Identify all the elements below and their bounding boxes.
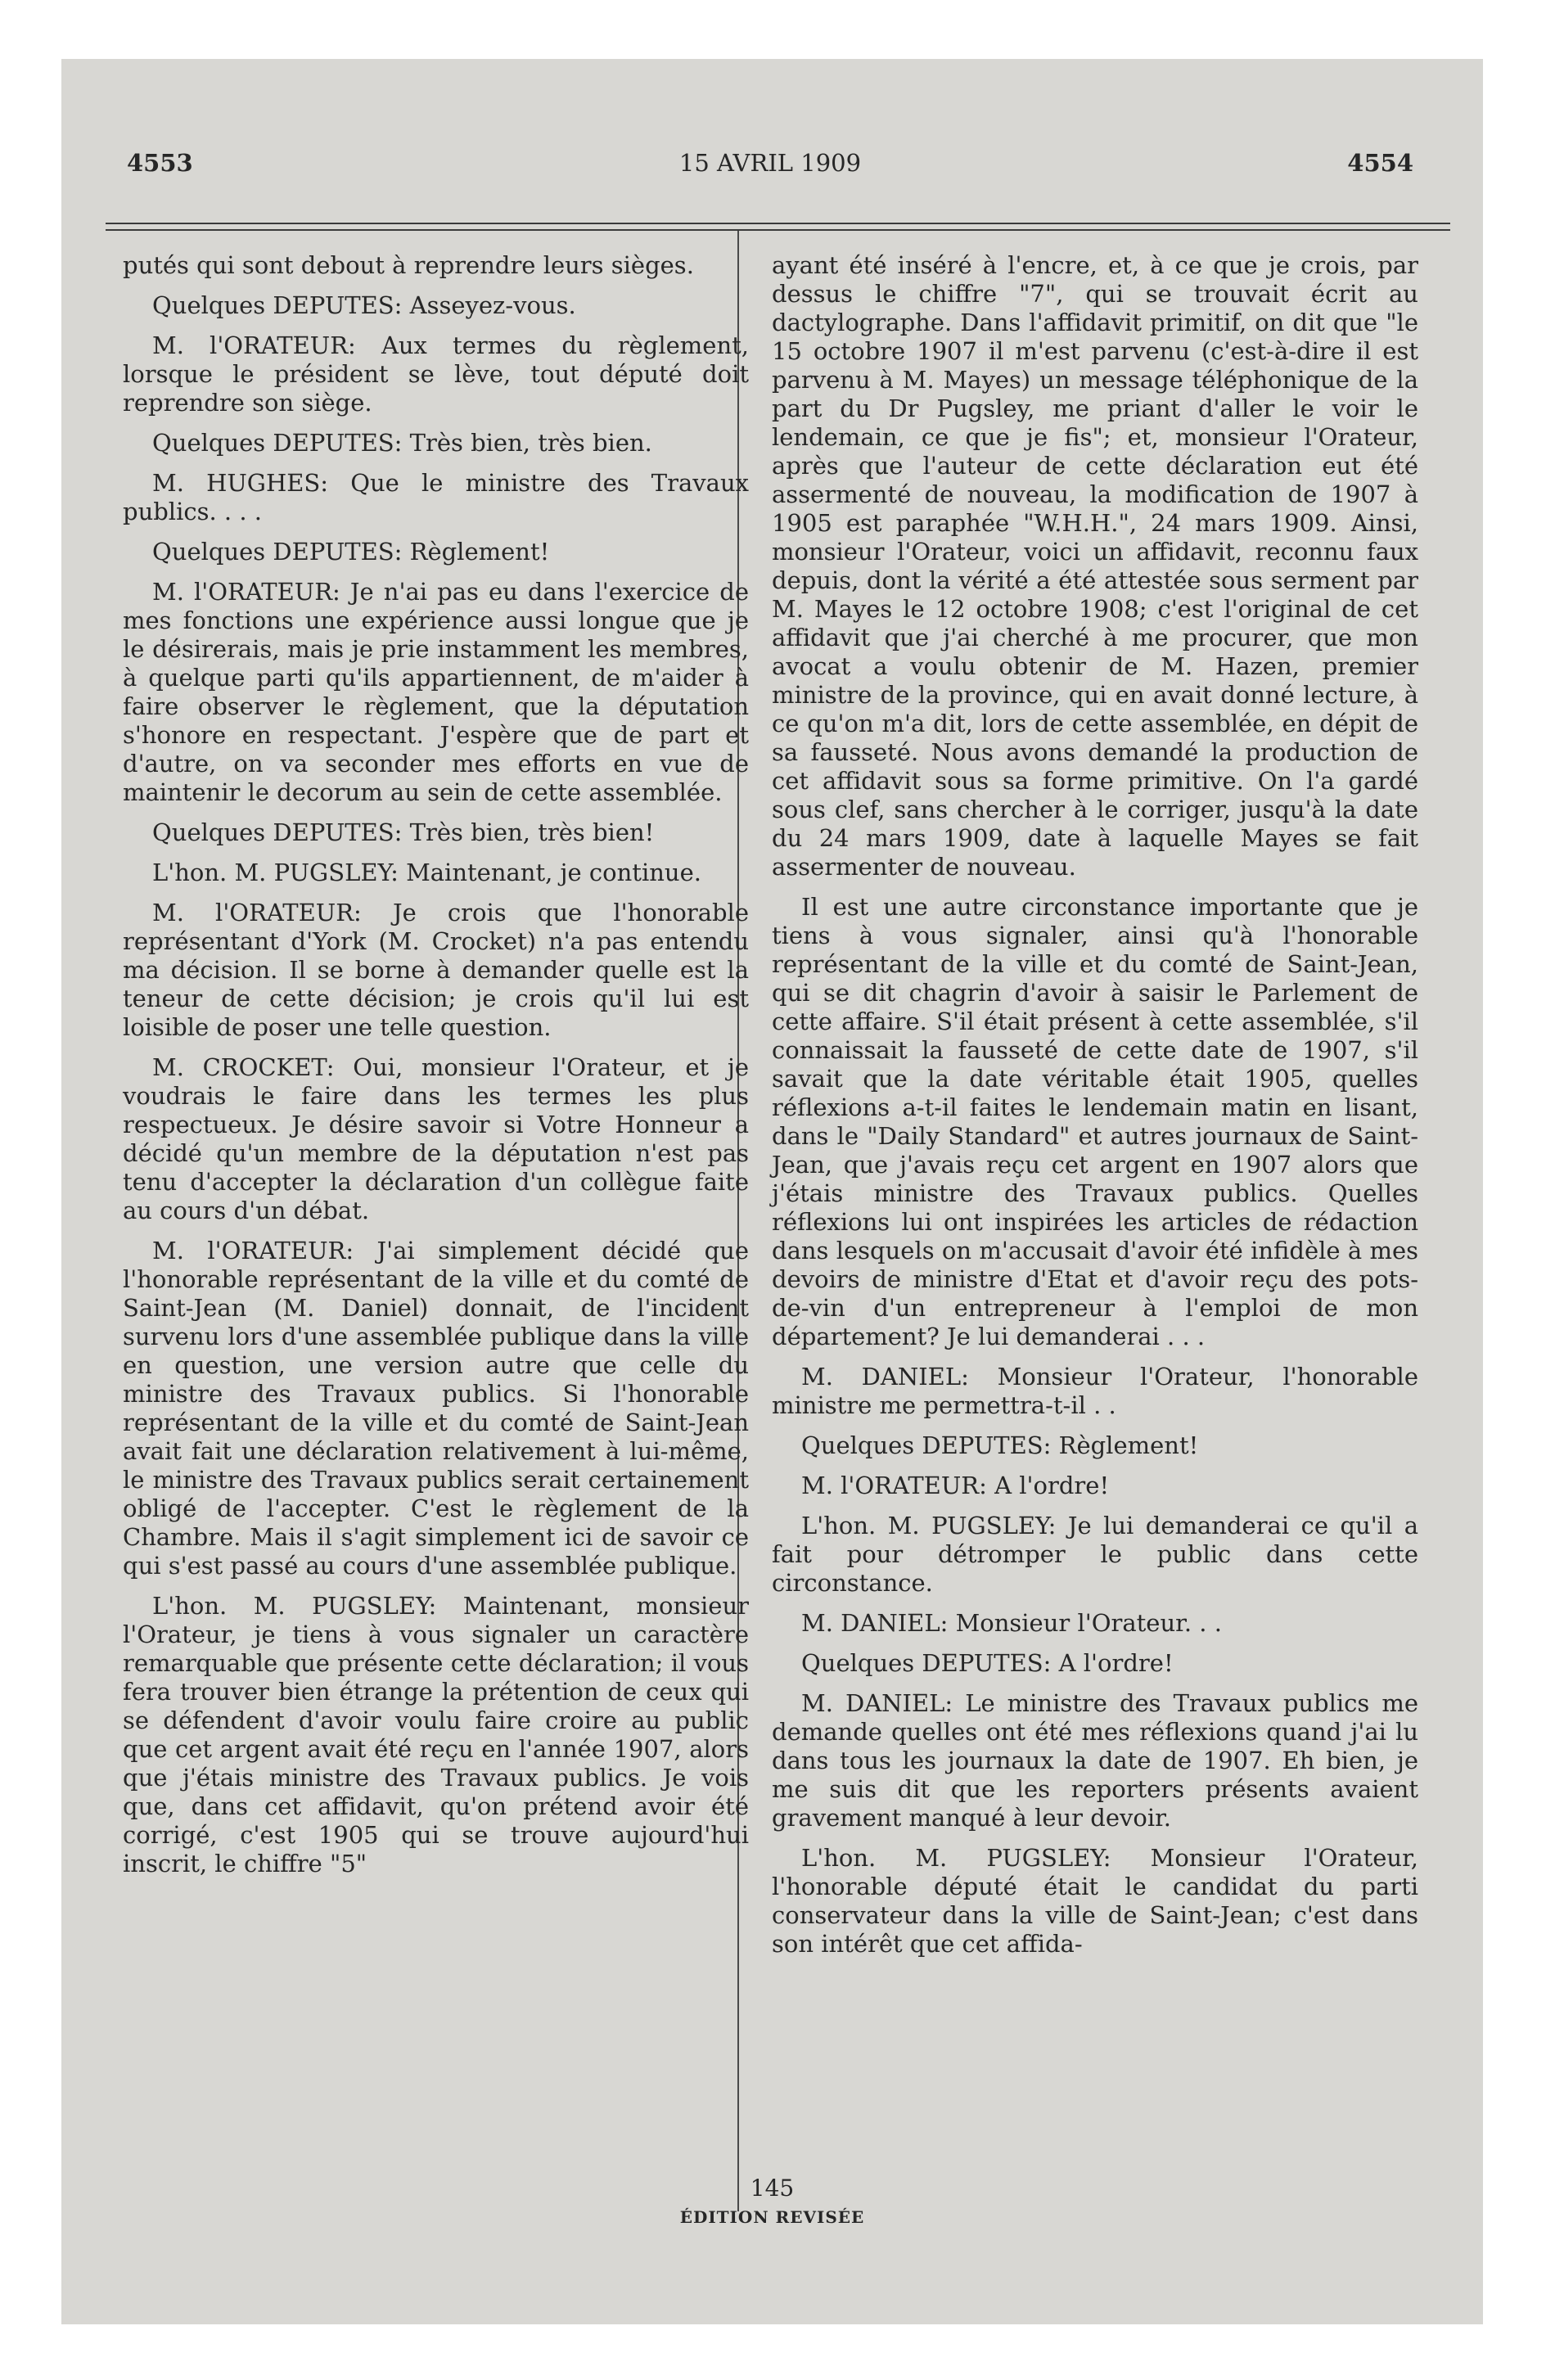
paragraph: L'hon. M. PUGSLEY: Je lui demanderai ce qu'il a fait pour détromper le public dans cette circonstance. [772, 1512, 1418, 1597]
page-number-right: 4554 [1347, 149, 1413, 177]
paragraph: Quelques DEPUTES: A l'ordre! [801, 1649, 1174, 1677]
paragraph: Quelques DEPUTES: Très bien, très bien. [152, 429, 652, 457]
page-header [127, 149, 1413, 190]
footer-page-number: 145 [750, 2175, 795, 2202]
right-column [772, 251, 1418, 1970]
paragraph: Il est une autre circonstance importante que je tiens à vous signaler, ainsi qu'à l'honorable représentant de la ville et du comté de Saint-Jean, qui se dit chagrin d'avoir à saisir le Parlement de cette affaire. S'il était présent à cette assemblée, s'il connaissait la fausseté de cette date de 1907, s'il savait que la date véritable était 1905, quelles réflexions a-t-il faites le lendemain matin en lisant, dans le "Daily Standard" et autres journaux de Saint-Jean, que j'avais reçu cet argent en 1907 alors que j'étais ministre des Travaux publics. Quelles réflexions lui ont inspirées les articles de rédaction dans lesquels on m'accusait d'avoir été infidèle à mes devoirs de ministre d'Etat et d'avoir reçu des pots-de-vin d'un entrepreneur à l'emploi de mon département? Je lui demanderai . . . [772, 893, 1418, 1350]
paragraph: M. CROCKET: Oui, monsieur l'Orateur, et je voudrais le faire dans les termes les plus respectueux. Je désire savoir si Votre Honneur a décidé qu'un membre de la députation n'est pas tenu d'accepter la déclaration d'un collègue faite au cours d'un débat. [123, 1053, 749, 1224]
scanned-page [61, 59, 1483, 2324]
paragraph: Quelques DEPUTES: Asseyez-vous. [152, 291, 576, 319]
paragraph: L'hon. M. PUGSLEY: Maintenant, monsieur l'Orateur, je tiens à vous signaler un caractère remarquable que présente cette déclaration; il vous fera trouver bien étrange la prétention de ceux qui se défendent d'avoir voulu faire croire au public que cet argent avait été reçu en l'année 1907, alors que j'étais ministre des Travaux publics. Je vois que, dans cet affidavit, qu'on prétend avoir été corrigé, c'est 1905 qui se trouve aujourd'hui inscrit, le chiffre "5" [123, 1592, 749, 1877]
paragraph: M. l'ORATEUR: A l'ordre! [801, 1472, 1110, 1499]
paragraph: L'hon. M. PUGSLEY: Monsieur l'Orateur, l'honorable député était le candidat du parti conservateur dans la ville de Saint-Jean; c'est dans son intérêt que cet affida- [772, 1844, 1418, 1958]
header-rule [106, 223, 1450, 231]
paragraph: Quelques DEPUTES: Règlement! [152, 538, 550, 566]
paragraph: Quelques DEPUTES: Règlement! [801, 1431, 1199, 1459]
footer-edition: ÉDITION REVISÉE [679, 2207, 865, 2227]
paragraph: M. HUGHES: Que le ministre des Travaux publics. . . . [123, 469, 749, 525]
header-date: 15 AVRIL 1909 [678, 149, 862, 177]
paragraph: M. DANIEL: Le ministre des Travaux publics me demande quelles ont été mes réflexions quand j'ai lu dans tous les journaux la date de 1907. Eh bien, je me suis dit que les reporters présents avaient gravement manqué à leur devoir. [772, 1689, 1418, 1832]
paragraph: ayant été inséré à l'encre, et, à ce que je crois, par dessus le chiffre "7", qui se trouvait écrit au dactylographe. Dans l'affidavit primitif, on dit que "le 15 octobre 1907 il m'est parvenu (c'est-à-dire il est parvenu à M. Mayes) un message téléphonique de la part du Dr Pugsley, me priant d'aller le voir le lendemain, ce que je fis"; et, monsieur l'Orateur, après que l'auteur de cette déclaration eut été assermenté de nouveau, la modification de 1907 à 1905 est paraphée "W.H.H.", 24 mars 1909. Ainsi, monsieur l'Orateur, voici un affidavit, reconnu faux depuis, dont la vérité a été attestée sous serment par M. Mayes le 12 octobre 1908; c'est l'original de cet affidavit que j'ai cherché à me procurer, que mon avocat a voulu obtenir de M. Hazen, premier ministre de la province, qui en avait donné lecture, à ce qu'on m'a dit, lors de cette assemblée, en dépit de sa fausseté. Nous avons demandé la production de cet affidavit sous sa forme primitive. On l'a gardé sous clef, sans chercher à le corriger, jusqu'à la date du 24 mars 1909, date à laquelle Mayes se fait assermenter de nouveau. [772, 251, 1418, 881]
paragraph: Quelques DEPUTES: Très bien, très bien! [152, 818, 655, 846]
paragraph: M. l'ORATEUR: J'ai simplement décidé que l'honorable représentant de la ville et du comté de Saint-Jean (M. Daniel) donnait, de l'incident survenu lors d'une assemblée publique dans la ville en question, une version autre que celle du ministre des Travaux publics. Si l'honorable représentant de la ville et du comté de Saint-Jean avait fait une déclaration relativement à lui-même, le ministre des Travaux publics serait certainement obligé de l'accepter. C'est le règlement de la Chambre. Mais il s'agit simplement ici de savoir ce qui s'est passé au cours d'une assemblée publique. [123, 1237, 749, 1580]
paragraph: M. l'ORATEUR: Je crois que l'honorable représentant d'York (M. Crocket) n'a pas entendu ma décision. Il se borne à demander quelle est la teneur de cette décision; je crois qu'il lui est loisible de poser une telle question. [123, 899, 749, 1041]
paragraph: M. l'ORATEUR: Aux termes du règlement, lorsque le président se lève, tout député doit reprendre son siège. [123, 331, 749, 417]
page-number-left: 4553 [127, 149, 193, 177]
left-column [123, 251, 749, 1890]
paragraph: L'hon. M. PUGSLEY: Maintenant, je continue. [152, 859, 701, 886]
paragraph: M. DANIEL: Monsieur l'Orateur. . . [801, 1609, 1222, 1637]
paragraph: M. DANIEL: Monsieur l'Orateur, l'honorable ministre me permettra-t-il . . [772, 1363, 1418, 1419]
paragraph: M. l'ORATEUR: Je n'ai pas eu dans l'exercice de mes fonctions une expérience aussi longue que je le désirerais, mais je prie instamment les membres, à quelque parti qu'ils appartiennent, de m'aider à faire observer le règlement, que la députation s'honore en respectant. J'espère que de part et d'autre, on va seconder mes efforts en vue de maintenir le decorum au sein de cette assemblée. [123, 578, 749, 806]
paragraph: putés qui sont debout à reprendre leurs sièges. [123, 251, 694, 279]
